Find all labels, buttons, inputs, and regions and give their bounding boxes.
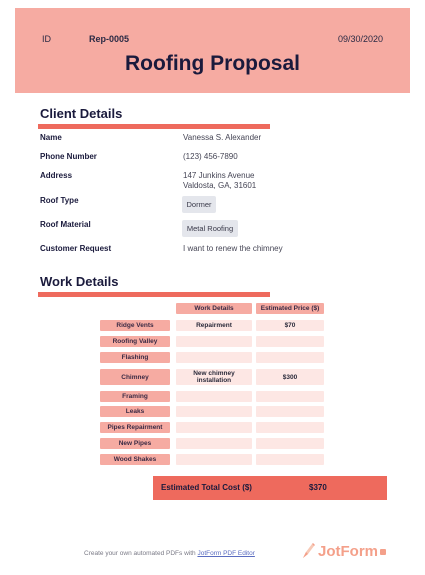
column-header-work: Work Details (176, 303, 252, 314)
roof-material-label: Roof Material (40, 220, 91, 229)
total-cost-bar (153, 476, 387, 500)
row-label: Chimney (100, 369, 170, 385)
roof-type-chip: Dormer (182, 196, 216, 213)
row-label: Pipes Repairment (100, 422, 170, 433)
row-label: Leaks (100, 406, 170, 417)
client-details-heading: Client Details (40, 106, 123, 121)
customer-request-label: Customer Request (40, 244, 112, 253)
roof-material-chip: Metal Roofing (182, 220, 238, 237)
client-phone: (123) 456-7890 (183, 152, 238, 161)
reference-number: Rep-0005 (89, 34, 130, 44)
work-details-divider (38, 292, 270, 297)
price-cell (256, 391, 324, 402)
page-title: Roofing Proposal (125, 52, 300, 75)
client-address-line1: 147 Junkins Avenue (183, 171, 255, 180)
work-cell (176, 422, 252, 433)
row-label: Ridge Vents (100, 320, 170, 331)
row-label: Roofing Valley (100, 336, 170, 347)
price-cell (256, 352, 324, 363)
jotform-pencil-icon (300, 542, 316, 560)
customer-request: I want to renew the chimney (183, 244, 283, 253)
footer-text (84, 550, 255, 557)
price-cell (256, 336, 324, 347)
work-cell (176, 406, 252, 417)
work-cell (176, 454, 252, 465)
price-cell: $300 (256, 369, 324, 385)
work-cell (176, 391, 252, 402)
work-cell (176, 336, 252, 347)
total-cost-value: $370 (309, 483, 327, 492)
roof-type-label: Roof Type (40, 196, 79, 205)
client-details-divider (38, 124, 270, 129)
page-marker-icon (380, 549, 386, 555)
work-cell (176, 438, 252, 449)
client-name: Vanessa S. Alexander (183, 133, 262, 142)
name-label: Name (40, 133, 62, 142)
client-address-line2: Valdosta, GA, 31601 (183, 181, 257, 190)
footer-caption: Create your own automated PDFs with (84, 550, 198, 557)
work-cell (176, 352, 252, 363)
price-cell (256, 422, 324, 433)
price-cell (256, 438, 324, 449)
row-label: Framing (100, 391, 170, 402)
total-cost-label: Estimated Total Cost ($) (161, 483, 252, 492)
proposal-header (15, 8, 410, 93)
row-label: New Pipes (100, 438, 170, 449)
row-label: Wood Shakes (100, 454, 170, 465)
proposal-date: 09/30/2020 (337, 34, 383, 44)
work-cell: Repairment (176, 320, 252, 331)
phone-label: Phone Number (40, 152, 97, 161)
jotform-logo-text: JotForm (318, 542, 378, 560)
price-cell (256, 406, 324, 417)
jotform-pdf-editor-link[interactable]: JotForm PDF Editor (197, 550, 255, 557)
work-details-heading: Work Details (40, 274, 119, 289)
row-label: Flashing (100, 352, 170, 363)
work-cell: New chimney installation (176, 369, 252, 385)
id-label: ID (42, 34, 51, 44)
column-header-price: Estimated Price ($) (256, 303, 324, 314)
price-cell (256, 454, 324, 465)
jotform-logo[interactable] (300, 542, 378, 560)
price-cell: $70 (256, 320, 324, 331)
address-label: Address (40, 171, 73, 180)
